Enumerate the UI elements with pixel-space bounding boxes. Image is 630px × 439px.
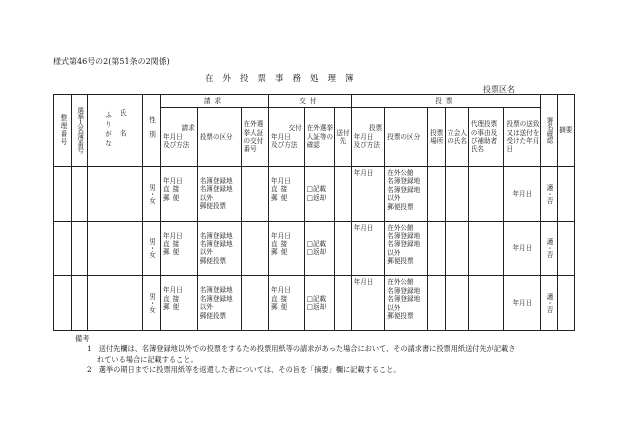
cell-touhyou-date[interactable]: 年月日 <box>351 276 385 331</box>
cell-sex[interactable]: 男・女 <box>142 276 160 331</box>
cell-okuri-uketsuke[interactable]: 年月日 <box>504 276 541 331</box>
kubun-option: 郵便投票 <box>199 256 227 265</box>
kubun-option: 名簿登録地 <box>199 177 233 185</box>
header-shoumeisho-kakunin: 在外選挙人証等の確認 <box>304 108 335 167</box>
cell-touhyou-date[interactable]: 年月日 <box>351 167 385 222</box>
cell-meibo-bangou[interactable] <box>72 167 87 222</box>
cell-shoumeisho-koufu[interactable] <box>241 167 269 222</box>
header-touhyou-kubun: 投票の区分 <box>385 108 428 167</box>
header-koufu-date: 交付 年月日 及び方法 <box>269 108 305 167</box>
touhyou-kubun-option: 在外公館 <box>387 278 414 287</box>
touhyou-kubun-option: 在外公館 <box>387 223 414 232</box>
cell-seikyu-kubun[interactable] <box>197 221 241 276</box>
touhyou-kubun-option: 名簿登録地 <box>387 185 421 194</box>
cell-meibo-bangou[interactable] <box>72 276 87 331</box>
cell-shomei-kakunin[interactable]: 適・否 <box>541 167 557 222</box>
header-touhyou-date: 投票 年月日 及び方法 <box>351 108 385 167</box>
cell-shoumeisho-koufu[interactable] <box>241 276 269 331</box>
cell-touhyou-basho[interactable] <box>428 167 446 222</box>
kubun-option: 郵便投票 <box>199 202 227 211</box>
cell-shoumeisho-koufu[interactable] <box>241 221 269 276</box>
touhyou-kubun-option: 郵便投票 <box>387 257 414 266</box>
cell-soufusaki[interactable] <box>335 276 351 331</box>
cell-touhyou-basho[interactable] <box>428 221 446 276</box>
header-dairi: 代理投票の事由及び補助者氏名 <box>468 108 504 167</box>
header-name: ふりがな 氏名 <box>87 95 142 167</box>
cell-tachiainin[interactable] <box>446 276 468 331</box>
kubun-option: 名簿登録地 <box>199 286 233 295</box>
kubun-option: 名簿登録地 <box>199 240 233 249</box>
notes-header: 備考 <box>75 334 90 343</box>
register-table <box>53 94 575 331</box>
cell-sex[interactable]: 男・女 <box>142 167 160 222</box>
cell-touhyou-date[interactable]: 年月日 <box>351 221 385 276</box>
cell-dairi[interactable] <box>468 276 504 331</box>
cell-soufusaki[interactable] <box>335 167 351 222</box>
notes <box>75 334 595 376</box>
kubun-option: 名簿登録地 <box>199 294 233 303</box>
cell-touhyou-kubun[interactable] <box>385 167 428 222</box>
touhyou-kubun-option: 以外 <box>387 303 401 312</box>
cell-seiri-bangou[interactable] <box>54 167 72 222</box>
table-row <box>54 167 575 222</box>
kubun-option: 郵便投票 <box>199 311 227 320</box>
cell-seiri-bangou[interactable] <box>54 276 72 331</box>
touhyou-kubun-option: 郵便投票 <box>387 202 414 211</box>
cell-koufu-date[interactable]: 年月日 直接 郵便 <box>269 221 305 276</box>
document-title: 在外投票事務処理簿 <box>205 74 363 84</box>
header-soufusaki: 送付先 <box>335 108 351 167</box>
district-label: 投票区名 <box>483 85 515 94</box>
cell-okuri-uketsuke[interactable]: 年月日 <box>504 221 541 276</box>
cell-koufu-date[interactable]: 年月日 直接 郵便 <box>269 167 305 222</box>
cell-koufu-date[interactable]: 年月日 直接 郵便 <box>269 276 305 331</box>
cell-seikyu-kubun[interactable] <box>197 276 241 331</box>
header-tekiyou: 摘要 <box>557 95 574 167</box>
table-row <box>54 276 575 331</box>
kubun-option: 名簿登録地 <box>199 185 233 194</box>
cell-tachiainin[interactable] <box>446 221 468 276</box>
form-number: 様式第46号の2(第51条の2関係) <box>53 57 170 66</box>
touhyou-kubun-option: 以外 <box>387 248 401 257</box>
note-1-line-2: れている場合に記載すること。 <box>97 354 198 364</box>
header-seiri-bangou: 整理番号 <box>54 95 72 167</box>
cell-seikyu-date[interactable]: 年月日 直接 郵便 <box>161 221 198 276</box>
header-koufu: 交付 <box>269 95 352 108</box>
header-seikyu-kubun: 投票の区分 <box>197 108 241 167</box>
cell-okuri-uketsuke[interactable]: 年月日 <box>504 167 541 222</box>
cell-shoumeisho-kakunin[interactable]: □記載 □返却 <box>304 276 335 331</box>
cell-sex[interactable]: 男・女 <box>142 221 160 276</box>
note-1-line-1: 1 送付先欄は、名簿登録地以外での投票をするため投票用紙等の請求があった場合において、その請求書に投票用紙送付先が記載さ <box>87 344 516 354</box>
kubun-option: 名簿登録地 <box>199 231 233 240</box>
cell-seikyu-date[interactable]: 年月日 直接 郵便 <box>161 276 198 331</box>
cell-seikyu-kubun[interactable] <box>197 167 241 222</box>
cell-touhyou-basho[interactable] <box>428 276 446 331</box>
header-okuri-uketsuke: 投票の送致又は送付を受けた年月日 <box>504 108 541 167</box>
cell-name[interactable] <box>87 276 142 331</box>
touhyou-kubun-option: 名簿登録地 <box>387 177 421 186</box>
cell-shomei-kakunin[interactable]: 適・否 <box>541 276 557 331</box>
kubun-option: 以外 <box>199 248 213 257</box>
header-touhyou: 投票 <box>351 95 541 108</box>
touhyou-kubun-option: 名簿登録地 <box>387 295 421 304</box>
cell-seiri-bangou[interactable] <box>54 221 72 276</box>
note-2: 2 選挙の期日までに投票用紙等を返還した者については、その旨を「摘要」欄に記載すること。 <box>87 365 401 375</box>
cell-shoumeisho-kakunin[interactable]: □記載 □返却 <box>304 167 335 222</box>
touhyou-kubun-option: 在外公館 <box>387 169 414 177</box>
cell-name[interactable] <box>87 167 142 222</box>
table-row <box>54 221 575 276</box>
header-shoumeisho-koufu: 在外選挙人証の交付番号 <box>241 108 269 167</box>
kubun-option: 以外 <box>199 303 213 312</box>
header-seikyu: 請求 <box>161 95 269 108</box>
cell-tekiyou[interactable] <box>557 167 574 222</box>
touhyou-kubun-option: 名簿登録地 <box>387 286 421 295</box>
header-shomei-kakunin: 署名確認 <box>541 95 557 167</box>
header-seikyu-date: 請求 年月日 及び方法 <box>161 108 198 167</box>
cell-shoumeisho-kakunin[interactable]: □記載 □返却 <box>304 221 335 276</box>
header-tachiainin: 立会人の氏名 <box>446 108 468 167</box>
touhyou-kubun-option: 以外 <box>387 194 401 203</box>
header-sex: 性別 <box>142 95 160 167</box>
cell-meibo-bangou[interactable] <box>72 221 87 276</box>
cell-name[interactable] <box>87 221 142 276</box>
touhyou-kubun-option: 郵便投票 <box>387 311 414 320</box>
cell-shomei-kakunin[interactable]: 適・否 <box>541 221 557 276</box>
cell-touhyou-kubun[interactable] <box>385 221 428 276</box>
touhyou-kubun-option: 名簿登録地 <box>387 232 421 241</box>
cell-dairi[interactable] <box>468 221 504 276</box>
kubun-option: 以外 <box>199 193 213 202</box>
header-meibo-bangou: 選挙人名簿番号 <box>72 95 87 167</box>
cell-tachiainin[interactable] <box>446 167 468 222</box>
cell-tekiyou[interactable] <box>557 221 574 276</box>
cell-tekiyou[interactable] <box>557 276 574 331</box>
cell-seikyu-date[interactable]: 年月日 直接 郵便 <box>161 167 198 222</box>
cell-dairi[interactable] <box>468 167 504 222</box>
touhyou-kubun-option: 名簿登録地 <box>387 240 421 249</box>
cell-touhyou-kubun[interactable] <box>385 276 428 331</box>
cell-soufusaki[interactable] <box>335 221 351 276</box>
header-touhyou-basho: 投票場所 <box>428 108 446 167</box>
